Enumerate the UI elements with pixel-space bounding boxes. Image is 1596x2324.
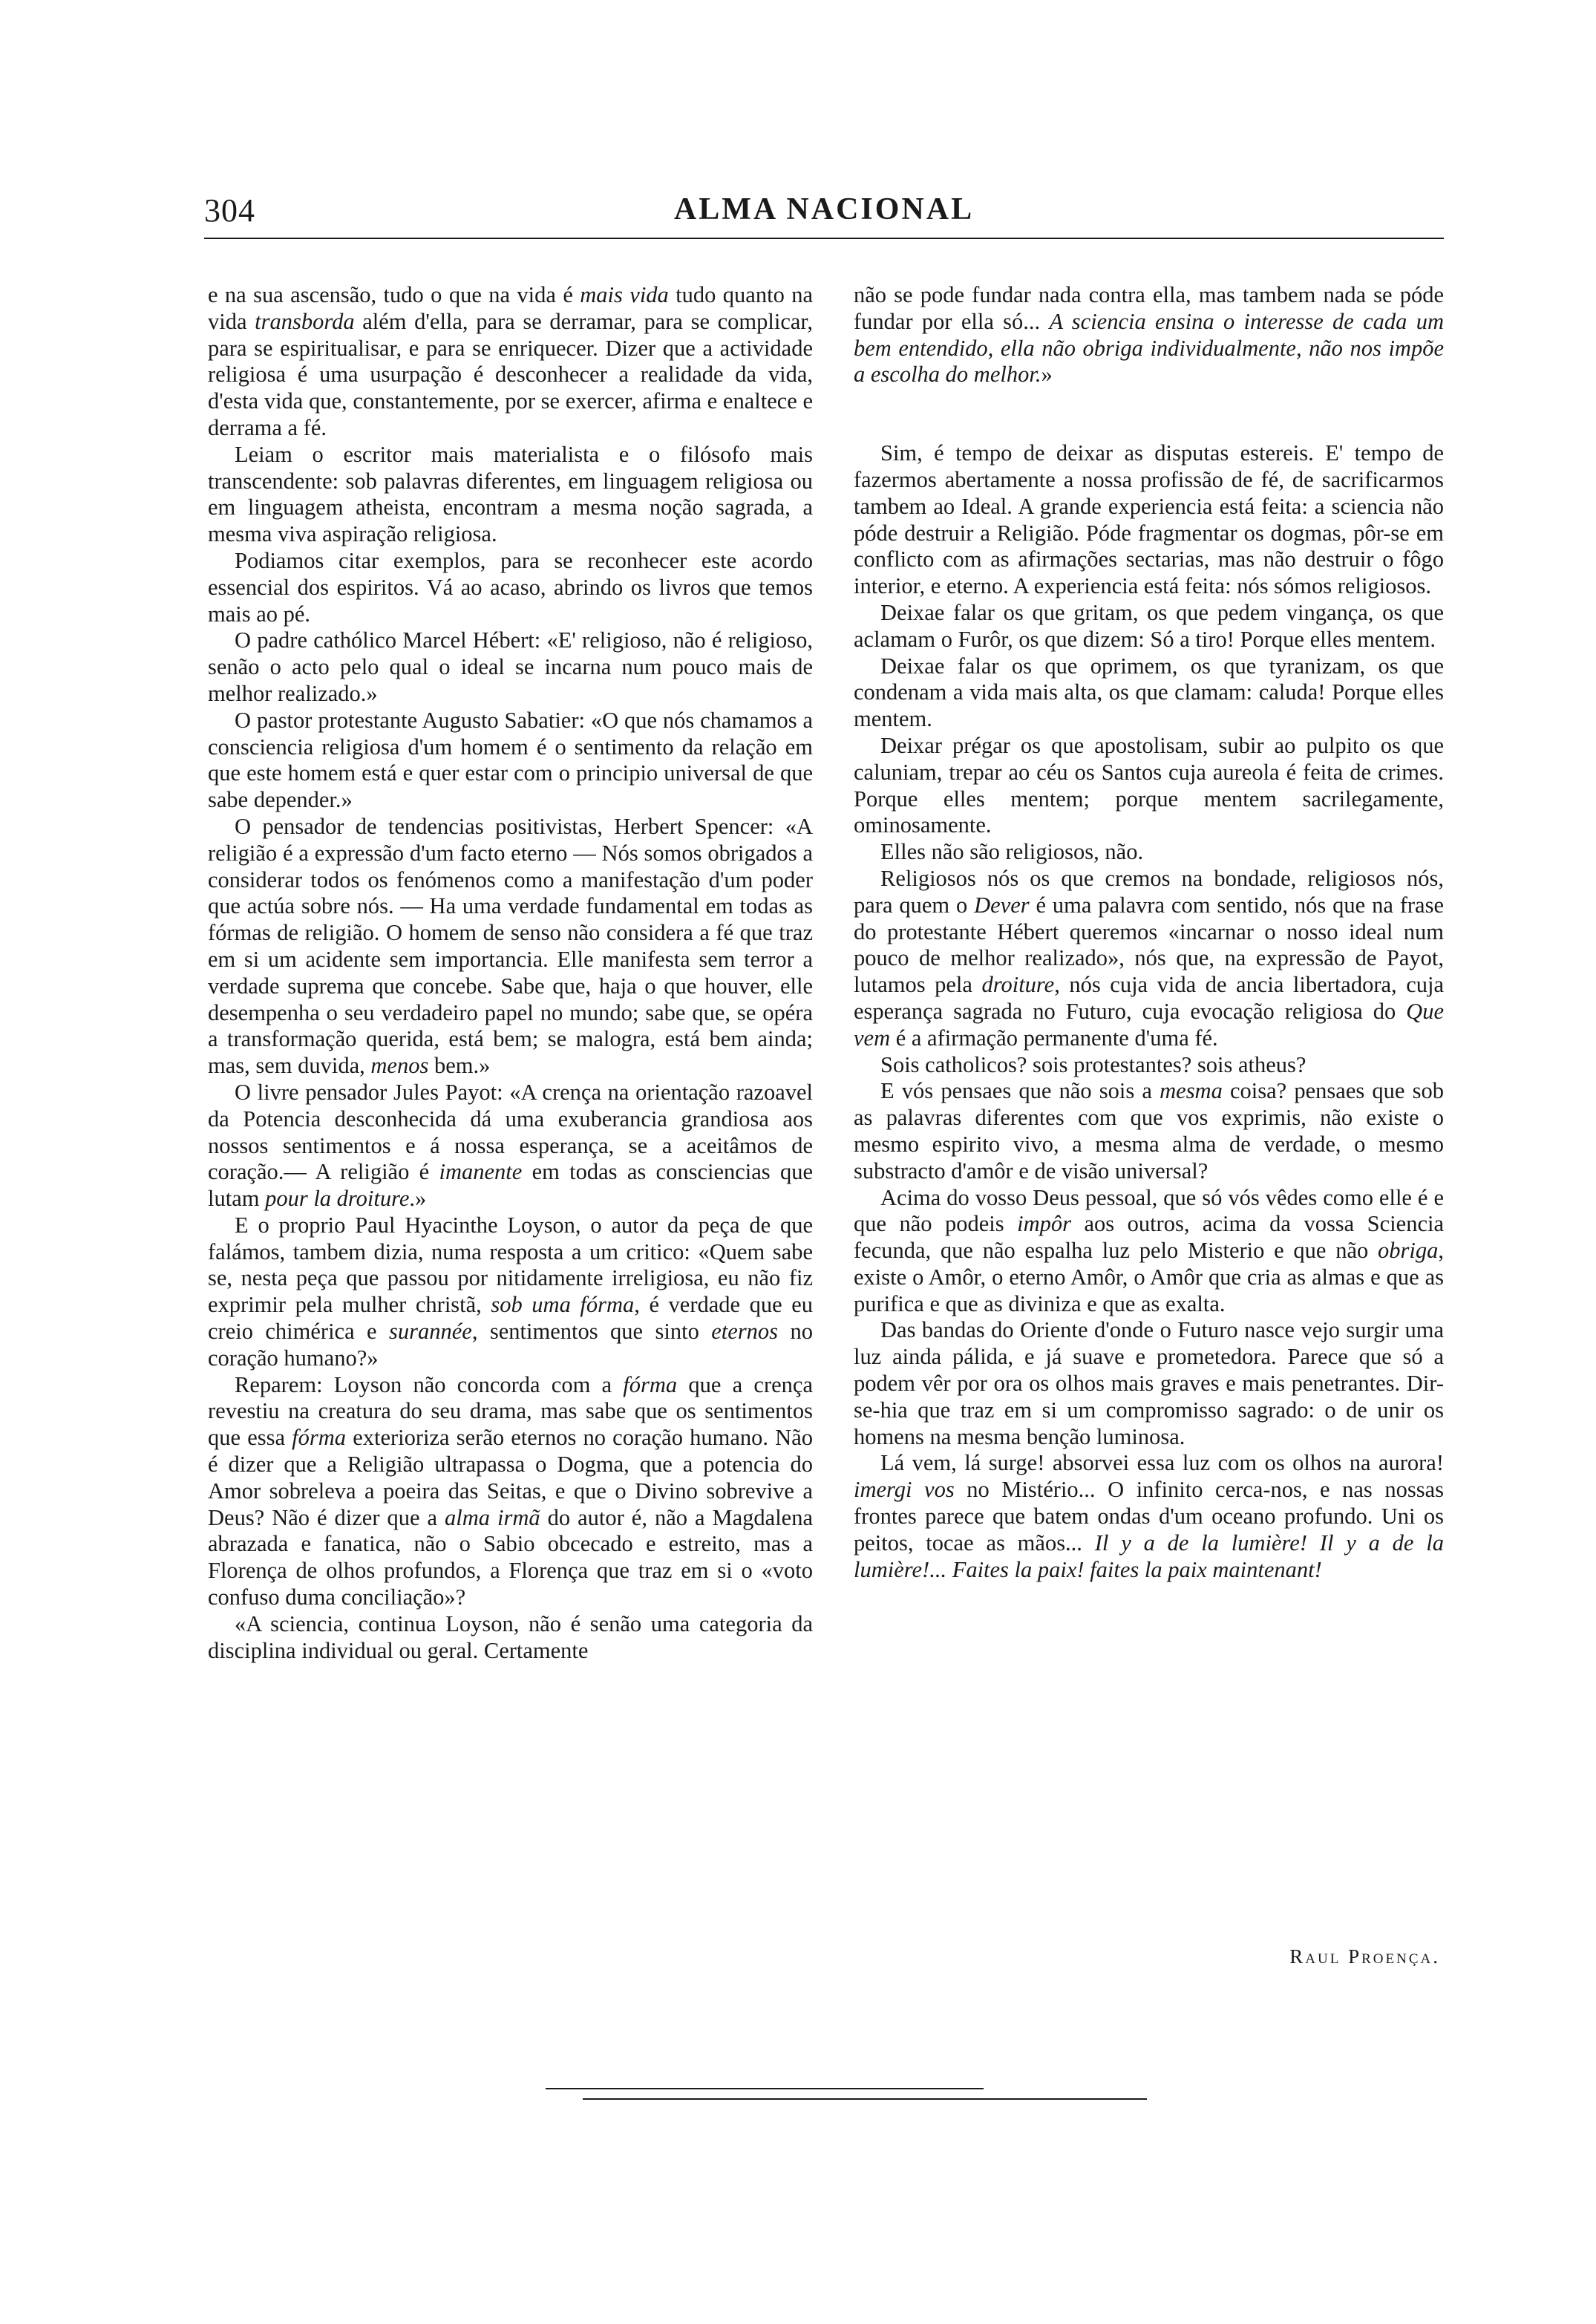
italic-text: pour la droiture: [265, 1186, 410, 1212]
italic-text: alma irmã: [445, 1504, 540, 1530]
paragraph: Leiam o escritor mais materialista e o filósofo mais transcendente: sob palavras diferentes, em linguagem religiosa ou em linguagem atheista, encontram a mesma noção sagrada, a mesma viva aspiração religiosa.: [208, 441, 813, 547]
italic-text: transborda: [255, 308, 355, 334]
paragraph: E vós pensaes que não sois a mesma coisa? pensaes que sob as palavras diferentes com que vos exprimis, não existe o mesmo espirito vivo, a mesma alma de verdade, o mesmo substracto d'amôr e de visão universal?: [854, 1078, 1444, 1184]
paragraph: Deixae falar os que gritam, os que pedem vingança, os que aclamam o Furôr, os que dizem: Só a tiro! Porque elles mentem.: [854, 599, 1444, 652]
italic-text: imergi vos: [854, 1477, 955, 1503]
right-column: [854, 282, 1444, 1583]
paragraph: O livre pensador Jules Payot: «A crença na orientação razoavel da Potencia desconhecida dá uma exuberancia grandiosa aos nossos sentimentos e á nossa esperança, se a aceitâmos de coração.— A religião é imanente em todas as consciencias que lutam pour la droiture.»: [208, 1079, 813, 1212]
italic-text: menos: [370, 1053, 429, 1079]
italic-text: surannée: [389, 1319, 472, 1345]
italic-text: obriga: [1378, 1238, 1439, 1264]
paragraph: Podiamos citar exemplos, para se reconhecer este acordo essencial dos espiritos. Vá ao acaso, abrindo os livros que temos mais ao pé.: [208, 547, 813, 627]
running-title: ALMA NACIONAL: [673, 192, 975, 226]
paragraph: Acima do vosso Deus pessoal, que só vós vêdes como elle é e que não podeis impôr aos outros, acima da vossa Sciencia fecunda, que não espalha luz pelo Misterio e que não obriga, existe o Amôr, o eterno Amôr, o Amôr que cria as almas e que as purifica e que as diviniza e que as exalta.: [854, 1184, 1444, 1316]
italic-text: fórma: [623, 1371, 678, 1397]
end-rule-upper: [546, 2088, 984, 2089]
italic-text: impôr: [1017, 1211, 1071, 1237]
italic-text: droiture: [981, 972, 1055, 998]
paragraph: e na sua ascensão, tudo o que na vida é mais vida tudo quanto na vida transborda além d'ella, para se derramar, para se complicar, para se espiritualisar, e para se enriquecer. Dizer que a actividade religiosa é uma usurpação é desconhecer a realidade da vida, d'esta vida que, constantemente, por se exercer, afirma e enaltece e derrama a fé.: [208, 282, 813, 440]
paragraph: Sim, é tempo de deixar as disputas estereis. E' tempo de fazermos abertamente a nossa profissão de fé, de sacrificarmos tambem ao Ideal. A grande experiencia está feita: a sciencia não póde destruir a Religião. Póde fragmentar os dogmas, pôr-se em conflicto com as afirmações sectarias, mas não destruir o fôgo interior, e eterno. A experiencia está feita: nós sómos religiosos.: [854, 440, 1444, 599]
paragraph: Lá vem, lá surge! absorvei essa luz com os olhos na aurora! imergi vos no Mistério... O infinito cerca-nos, e nas nossas frontes parece que batem ondas d'um oceano profundo. Uni os peitos, tocae as mãos... Il y a de la lumière! Il y a de la lumière!... Faites la paix! faites la paix maintenant!: [854, 1450, 1445, 1582]
italic-text: mais vida: [580, 282, 669, 307]
paragraph: Elles não são religiosos, não.: [880, 839, 1144, 865]
italic-text: Il y a de la lumière! Il y a de la lumière!... Faites la paix! faites la paix maintenant!: [854, 1530, 1444, 1582]
end-rule-lower: [583, 2098, 1147, 2100]
italic-text: Que vem: [854, 998, 1444, 1051]
paragraph: Sois catholicos? sois protestantes? sois atheus?: [880, 1051, 1306, 1077]
paragraph: Reparem: Loyson não concorda com a fórma que a crença revestiu na creatura do seu drama, mas sabe que os sentimentos que essa fórma exterioriza serão eternos no coração humano. Não é dizer que a Religião ultrapassa o Dogma, que a potencia do Amor sobreleva a poeira das Seitas, e que o Divino sobrevive a Deus? Não é dizer que a alma irmã do autor é, não a Magdalena abrazada e fanatica, não o Sabio obcecado e estreito, mas a Florença de olhos profundos, a Florença que traz em si o «voto confuso duma conciliação»?: [208, 1371, 813, 1610]
italic-text: mesma: [1160, 1078, 1223, 1104]
header-rule: [204, 238, 1444, 239]
paragraph: não se pode fundar nada contra ella, mas tambem nada se póde fundar por ella só... A sciencia ensina o interesse de cada um bem entendido, ella não obriga individualmente, não nos impõe a escolha do melhor.»: [854, 282, 1444, 388]
italic-text: eternos: [711, 1319, 779, 1345]
italic-text: A sciencia ensina o interesse de cada um bem entendido, ella não obriga individualmente, não nos impõe a escolha do melhor.: [854, 308, 1444, 388]
paragraph: Das bandas do Oriente d'onde o Futuro nasce vejo surgir uma luz ainda pálida, e já suave e prometedora. Parece que só a podem vêr por ora os olhos mais graves e mais penetrantes. Dir-se-hia que traz em si um compromisso sagrado: o de unir os homens na mesma benção luminosa.: [854, 1317, 1444, 1449]
paragraph: E o proprio Paul Hyacinthe Loyson, o autor da peça de que falámos, tambem dizia, numa resposta a um critico: «Quem sabe se, nesta peça que passou por nitidamente irreligiosa, eu não fiz exprimir pela mulher christã, sob uma fórma, é verdade que eu creio chimérica e surannée, sentimentos que sinto eternos no coração humano?»: [208, 1212, 814, 1371]
italic-text: sob uma fórma: [491, 1292, 635, 1318]
italic-text: Dever: [974, 892, 1030, 918]
right-paragraphs: [854, 440, 1444, 1583]
page-number: 304: [204, 192, 255, 229]
paragraph: O padre cathólico Marcel Hébert: «E' religioso, não é religioso, senão o acto pelo qual o ideal se incarna num pouco mais de melhor realizado.»: [208, 627, 813, 706]
paragraph: «A sciencia, continua Loyson, não é senão uma categoria da disciplina individual ou geral. Certamente: [208, 1610, 813, 1663]
italic-text: fórma: [292, 1425, 347, 1451]
paragraph: Deixae falar os que oprimem, os que tyranizam, os que condenam a vida mais alta, os que clamam: caluda! Porque elles mentem.: [854, 653, 1444, 732]
author-signature: Raul Proença.: [1289, 1945, 1440, 1968]
section-gap: [854, 388, 1444, 440]
left-column: [208, 282, 813, 1664]
paragraph: Deixar prégar os que apostolisam, subir ao pulpito os que caluniam, trepar ao céu os Santos cuja aureola é feita de crimes. Porque elles mentem; porque mentem sacrilegamente, ominosamente.: [854, 732, 1444, 838]
paragraph: O pensador de tendencias positivistas, Herbert Spencer: «A religião é a expressão d'um facto eterno — Nós somos obrigados a considerar todos os fenómenos como a manifestação d'um poder que actúa sobre nós. — Ha uma verdade fundamental em todas as fórmas de religião. O homem de senso não considera a fé que traz em si um acidente sem importancia. Elle manifesta sem terror a verdade suprema que concebe. Sabe que, haja o que houver, elle desempenha o seu verdadeiro papel no mundo; sabe que, se opéra a transformação querida, está bem; se malogra, está bem ainda; mas, sem duvida, menos bem.»: [208, 813, 813, 1079]
paragraph: Religiosos nós os que cremos na bondade, religiosos nós, para quem o Dever é uma palavra com sentido, nós que na frase do protestante Hébert queremos «incarnar o nosso ideal num pouco de melhor realizado», nós que, na expressão de Payot, lutamos pela droiture, nós cuja vida de ancia libertadora, cuja esperança sagrada no Futuro, cuja evocação religiosa do Que vem é a afirmação permanente d'uma fé.: [854, 865, 1444, 1051]
page-header: [204, 192, 1444, 236]
right-paragraphs-continued: [854, 282, 1444, 388]
paragraph: O pastor protestante Augusto Sabatier: «O que nós chamamos a consciencia religiosa d'um homem é o sentimento da relação em que este homem está e quer estar com o principio universal de que sabe depender.»: [208, 707, 813, 813]
italic-text: imanente: [439, 1159, 523, 1185]
left-paragraphs: [208, 282, 813, 1664]
